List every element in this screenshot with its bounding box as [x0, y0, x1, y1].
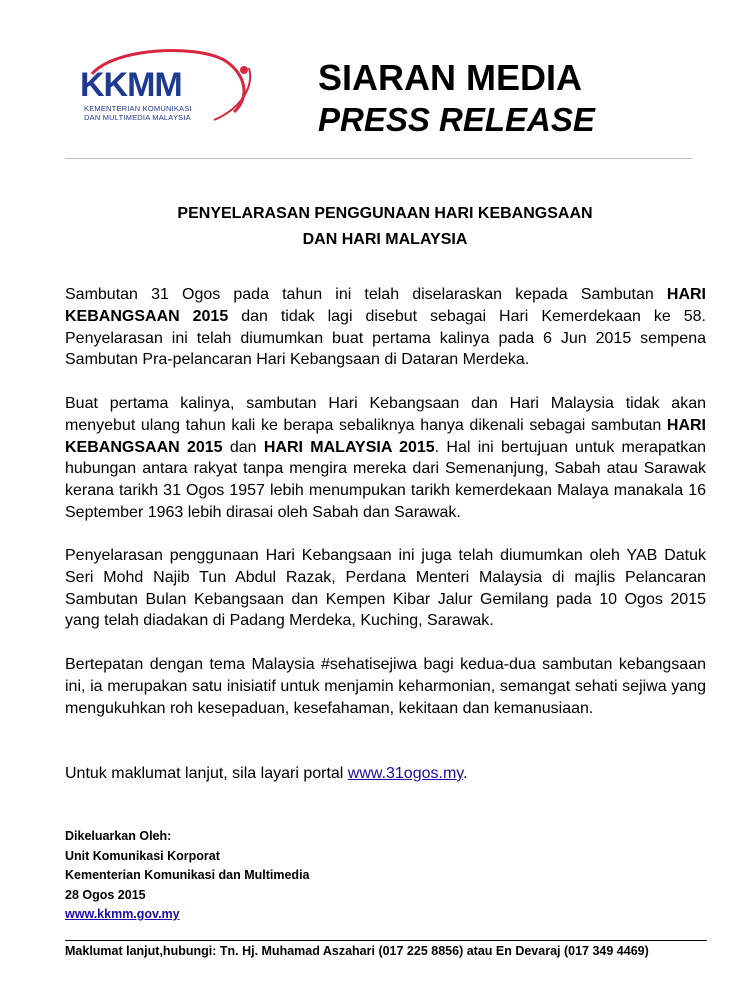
- issued-ministry: Kementerian Komunikasi dan Multimedia: [65, 868, 310, 882]
- header-divider: [65, 158, 692, 159]
- kkmm-logo: [74, 46, 274, 136]
- p1-bold-hari-kebangsaan: HARI KEBANGSAAN 2015: [65, 286, 706, 325]
- headline-line2: DAN HARI MALAYSIA: [302, 231, 468, 248]
- footer-contact: Maklumat lanjut,hubungi: Tn. Hj. Muhamad Aszahari (017 225 8856) atau En Devaraj (017 349 4469): [65, 944, 649, 958]
- logo-wordmark: KKMM: [80, 66, 182, 104]
- logo-subtitle-line2: DAN MULTIMEDIA MALAYSIA: [84, 113, 191, 122]
- page-title: SIARAN MEDIA: [318, 57, 583, 98]
- issued-by-block: [65, 827, 310, 925]
- paragraph-5: [65, 763, 706, 785]
- issued-date: 28 Ogos 2015: [65, 887, 146, 902]
- paragraph-2: [65, 393, 706, 524]
- issued-label: Dikeluarkan Oleh:: [65, 829, 172, 843]
- p5-text-c: .: [463, 765, 468, 782]
- p1-text-c: dan tidak lagi disebut sebagai Hari Kemerdekaan ke 58. Penyelarasan ini telah diumumkan buat pertama kalinya pada 6 Jun 2015 sempena Sambutan Pra-pelancaran Hari Kebangsaan di Dataran Merdeka.: [65, 307, 707, 369]
- page-subtitle: PRESS RELEASE: [318, 101, 595, 138]
- issued-unit: Unit Komunikasi Korporat: [65, 848, 220, 863]
- portal-link[interactable]: www.31ogos.my: [347, 765, 464, 782]
- p2-text-c: dan: [222, 438, 264, 456]
- p2-bold-hari-malaysia: HARI MALAYSIA 2015: [263, 438, 435, 456]
- headline-line1: PENYELARASAN PENGGUNAAN HARI KEBANGSAAN: [177, 205, 593, 222]
- paragraph-1: [65, 284, 706, 371]
- paragraph-4: Bertepatan dengan tema Malaysia #sehatisejiwa bagi kedua-dua sambutan kebangsaan ini, ia merupakan satu inisiatif untuk menjamin keharmonian, semangat sehati sejiwa yang mengukuhkan roh kesepaduan, kesefahaman, kekitaan dan kemanusiaan.: [65, 656, 706, 717]
- p5-text-a: Untuk maklumat lanjut, sila layari portal: [65, 765, 348, 782]
- logo-subtitle-line1: KEMENTERIAN KOMUNIKASI: [84, 104, 192, 113]
- p2-text-e: . Hal ini bertujuan untuk merapatkan hubungan antara rakyat tanpa mengira mereka dari Semenanjung, Sabah atau Sarawak kerana tarikh 31 Ogos 1957 lebih menumpukan tarikh kemerdekaan Malaya manakala 16 September 1963 lebih dirasai oleh Sabah dan Sarawak.: [65, 438, 706, 521]
- p2-text-a: Buat pertama kalinya, sambutan Hari Kebangsaan dan Hari Malaysia tidak akan menyebut ulang tahun kali ke berapa sebaliknya hanya dikenali sebagai sambutan: [65, 395, 706, 434]
- p2-bold-hari-kebangsaan: HARI KEBANGSAAN 2015: [65, 416, 706, 456]
- footer-divider: [65, 940, 707, 941]
- paragraph-3: Penyelarasan penggunaan Hari Kebangsaan ini juga telah diumumkan oleh YAB Datuk Seri Mohd Najib Tun Abdul Razak, Perdana Menteri Malaysia di majlis Pelancaran Sambutan Bulan Kebangsaan dan Kempen Kibar Jalur Gemilang pada 10 Ogos 2015 yang telah diadakan di Padang Merdeka, Kuching, Sarawak.: [65, 547, 706, 630]
- p1-text-a: Sambutan 31 Ogos pada tahun ini telah diselaraskan kepada Sambutan: [65, 286, 667, 303]
- headline: [65, 201, 705, 253]
- ministry-website-link[interactable]: www.kkmm.gov.my: [65, 907, 180, 921]
